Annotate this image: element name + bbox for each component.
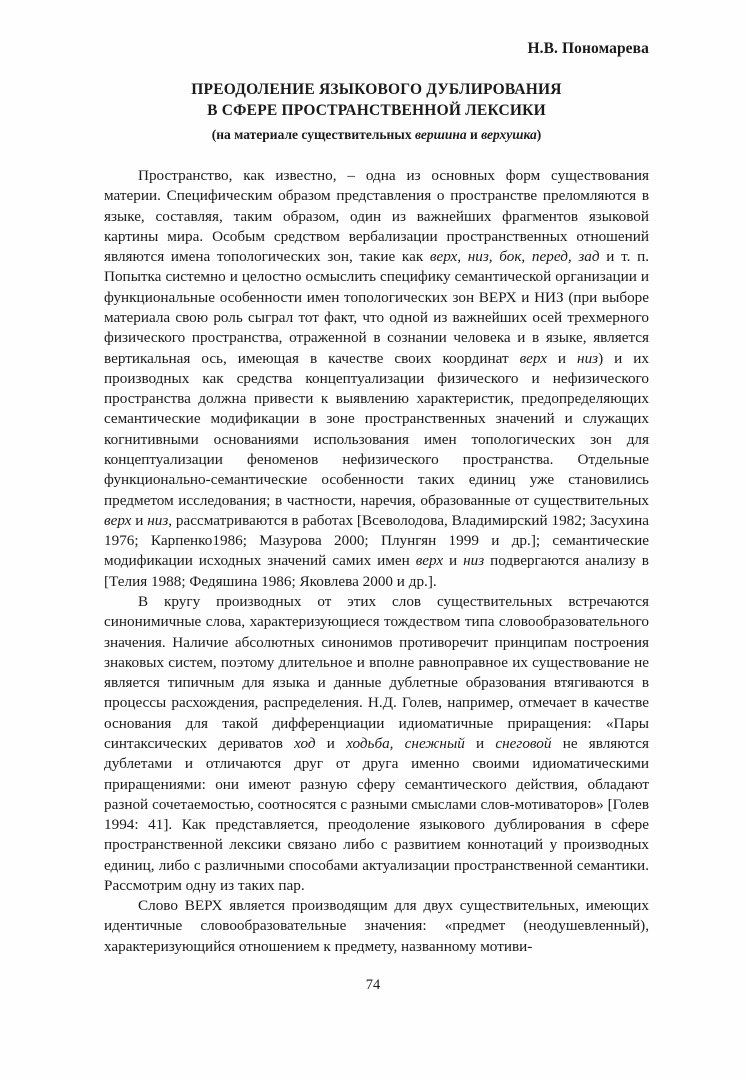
subtitle-suffix: ) — [536, 126, 542, 142]
article-title — [104, 80, 649, 122]
body-paragraph-1: Пространство, как известно, – одна из основных форм существования материи. Специфическим образом представления о пространстве преломляются в языке, составляя, таким образом, один из важнейших фрагментов языковой картины мира. Особым средством вербализации пространственных отношений являются имена топологических зон, такие как верх, низ, бок, перед, зад и т. п. Попытка системно и целостно осмыслить специфику семантической организации и функциональные особенности имен топологических зон ВЕРХ и НИЗ (при выборе материала свою роль сыграл тот факт, что одной из важнейших осей трехмерного физического пространства, отраженной в сознании человека и в языке, является вертикальная ось, имеющая в качестве своих координат верх и низ) и их производных как средства концептуализации физического и нефизического пространства должна привести к выявлению характеристик, предопределяющих семантические модификации в зоне пространственных значений и служащих когнитивными основаниями использования имен топологических зон для концептуализации феноменов нефизического пространства. Отдельные функционально-семантические особенности таких единиц уже становились предметом исследования; в частности, наречия, образованные от существительных верх и низ, рассматриваются в работах [Всеволодова, Владимирский 1982; Засухина 1976; Карпенко1986; Мазурова 2000; Плунгян 1999 и др.]; семантические модификации исходных значений самих имен верх и низ подвергаются анализу в [Телия 1988; Федяшина 1986; Яковлева 2000 и др.]. — [104, 167, 650, 590]
body-paragraph-3: Слово ВЕРХ является производящим для двух существительных, имеющих идентичные словообразовательные значения: «предмет (неодушевленный), характеризующийся отношением к предмету, названному мотиви- — [104, 897, 649, 955]
subtitle-term-2: верхушка — [481, 126, 537, 142]
page-content — [104, 40, 649, 957]
subtitle-prefix: (на материале существительных — [211, 126, 415, 142]
body-paragraph-2: В кругу производных от этих слов существительных встречаются синонимичные слова, характеризующиеся тождеством типа словообразовательного значения. Наличие абсолютных синонимов противоречит принципам построения знаковых систем, поэтому длительное и вполне равноправное их существование не является типичным для языка и данные дублетные образования втягиваются в процессы расхождения, распределения. Н.Д. Голев, например, отмечает в качестве основания для такой дифференциации идиоматичные приращения: «Пары синтаксических дериватов ход и ходьба, снежный и снеговой не являются дублетами и отличаются друг от друга именно своими идиоматическими приращениями: они имеют разную сферу семантического действия, обладают разной сочетаемостью, соотносятся с разными смыслами слов-мотиваторов» [Голев 1994: 41]. Как представляется, преодоление языкового дублирования в сфере пространственной лексики связано либо с развитием коннотаций у производных единиц, либо с различными способами актуализации пространственной семантики. Рассмотрим одну из таких пар. — [104, 592, 649, 894]
subtitle-term-1: вершина — [414, 126, 467, 142]
article-title-line-2: В СФЕРЕ ПРОСТРАНСТВЕННОЙ ЛЕКСИКИ — [207, 101, 546, 119]
page-number: 74 — [365, 977, 381, 993]
article-subtitle — [104, 126, 649, 144]
article-title-line-1: ПРЕОДОЛЕНИЕ ЯЗЫКОВОГО ДУБЛИРОВАНИЯ — [191, 81, 562, 98]
subtitle-middle: и — [466, 126, 482, 142]
article-author: Н.В. Пономарева — [527, 40, 649, 57]
